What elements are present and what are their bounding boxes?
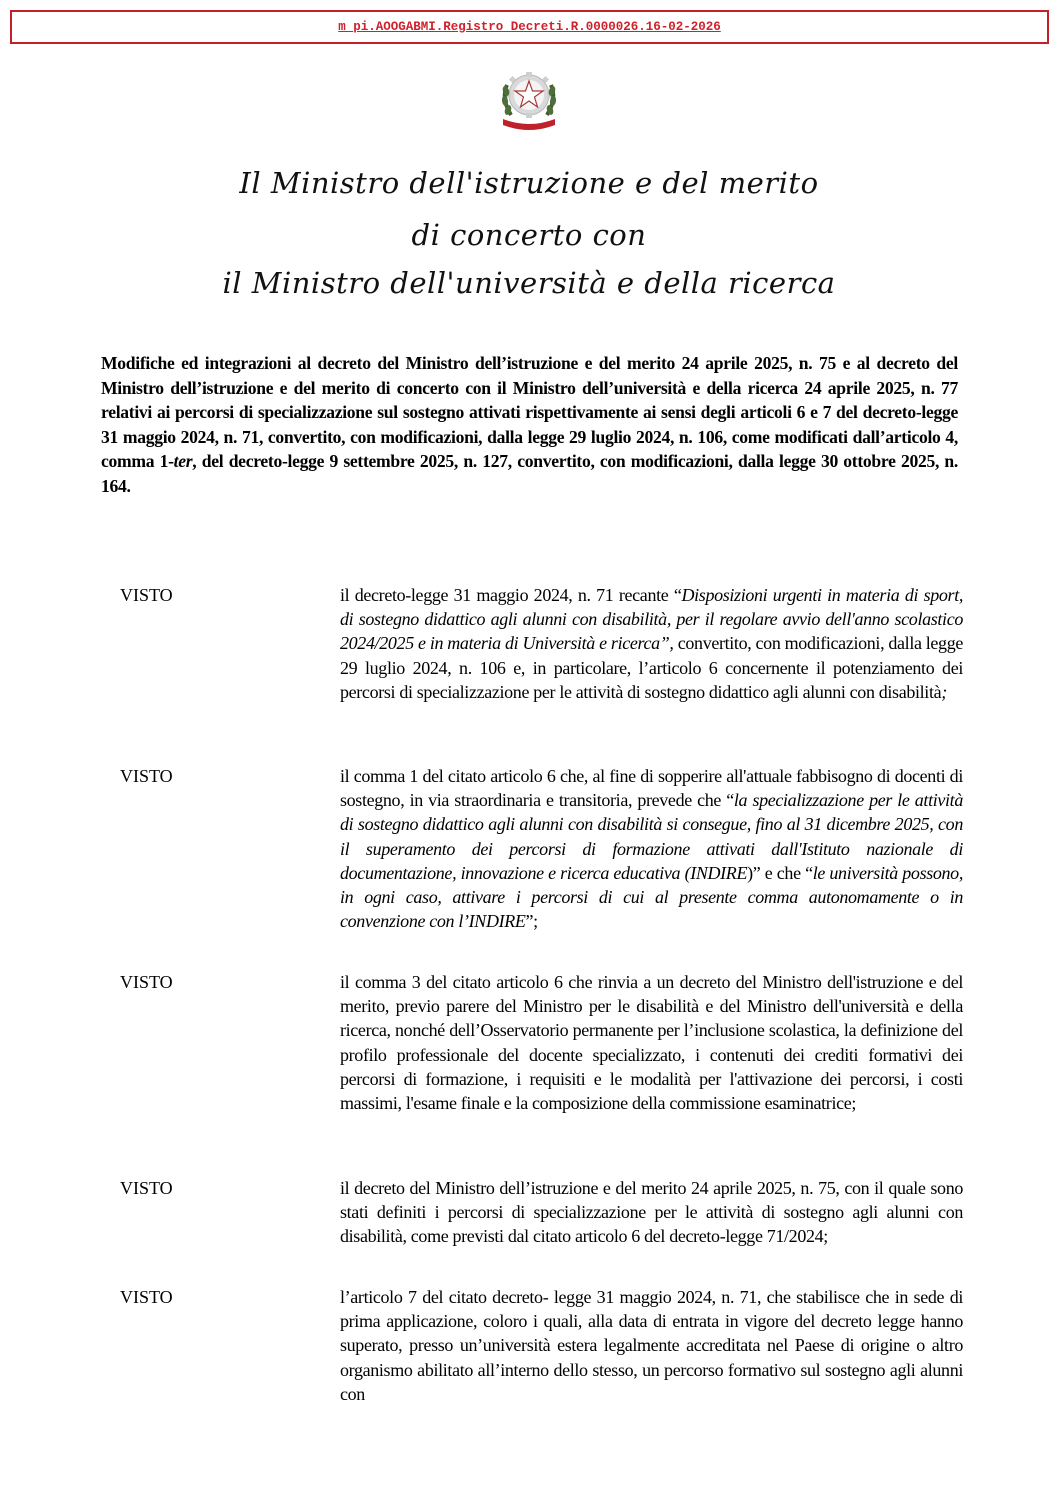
heading-minister-education: Il Ministro dell'istruzione e del merito (239, 166, 819, 200)
recital-text: l’articolo 7 del citato decreto- legge 31 maggio 2024, n. 71, che stabilisce che in sede di prima applicazione, coloro i quali, alla data di entrata in vigore del decreto legge hanno superato, presso un’università estera legalmente accreditata nel Paese di origine o altro organismo abilitato all’interno dello stesso, un percorso formativo sul sostegno agli alunni con (340, 1287, 963, 1404)
recital-label: VISTO (120, 766, 173, 786)
decree-subject: Modifiche ed integrazioni al decreto del Ministro dell’istruzione e del merito 24 aprile 2025, n. 75 e al decreto del Ministro dell’istruzione e del merito di concerto con il Ministro dell’università e della ricerca 24 aprile 2025, n. 77 relativi ai percorsi di specializzazione sul sostegno attivati rispettivamente ai sensi degli articoli 6 e 7 del decreto-legge 31 maggio 2024, n. 71, convertito, con modificazioni, dalla legge 29 luglio 2024, n. 106, come modificati dall’articolo 4, comma 1-ter, del decreto-legge 9 settembre 2025, n. 127, convertito, con modificazioni, dalla legge 30 ottobre 2025, n. 164. (101, 353, 958, 496)
italian-republic-emblem-icon (493, 63, 565, 135)
recital-text: il decreto-legge 31 maggio 2024, n. 71 recante “Disposizioni urgenti in materia di sport, di sostegno didattico agli alunni con disabilità, per il regolare avvio dell'anno scolastico 2024/2025 e in materia di Università e ricerca”, convertito, con modificazioni, dalla legge 29 luglio 2024, n. 106 e, in particolare, l’articolo 6 concernente il potenziamento dei percorsi di specializzazione per le attività di sostegno didattico agli alunni con disabilità; (340, 585, 964, 702)
heading-minister-university: il Ministro dell'università e della ricerca (222, 266, 836, 300)
recital-label: VISTO (120, 1287, 173, 1307)
heading-in-concert-with: di concerto con (411, 218, 647, 252)
recital-label: VISTO (120, 585, 173, 605)
protocol-number: m_pi.AOOGABMI.Registro Decreti.R.0000026.16-02-2026 (338, 20, 721, 34)
recital-text: il comma 1 del citato articolo 6 che, al fine di sopperire all'attuale fabbisogno di docenti di sostegno, in via straordinaria e transitoria, prevede che “la specializzazione per le attività di sostegno didattico agli alunni con disabilità si consegue, fino al 31 dicembre 2025, con il superamento dei percorsi di formazione attivati dall'Istituto nazionale di documentazione, innovazione e ricerca educativa (INDIRE)” e che “le università possono, in ogni caso, attivare i percorsi di cui al presente comma autonomamente o in convenzione con l’INDIRE”; (340, 766, 963, 932)
recital-text: il decreto del Ministro dell’istruzione e del merito 24 aprile 2025, n. 75, con il quale sono stati definiti i percorsi di specializzazione per le attività di sostegno agli alunni con disabilità, come previsti dal citato articolo 6 del decreto-legge 71/2024; (340, 1178, 963, 1247)
recital-text: il comma 3 del citato articolo 6 che rinvia a un decreto del Ministro dell'istruzione e del merito, previo parere del Ministro per le disabilità e del Ministro dell'università e della ricerca, nonché dell’Osservatorio permanente per l’inclusione scolastica, la definizione del profilo professionale del docente specializzato, i contenuti dei crediti formativi dei percorsi di formazione, i requisiti e le modalità per l'attivazione dei percorsi, i costi massimi, l'esame finale e la composizione della commissione esaminatrice; (340, 972, 963, 1114)
recital-label: VISTO (120, 1178, 173, 1198)
protocol-stamp (10, 10, 1049, 44)
recital-label: VISTO (120, 972, 173, 992)
